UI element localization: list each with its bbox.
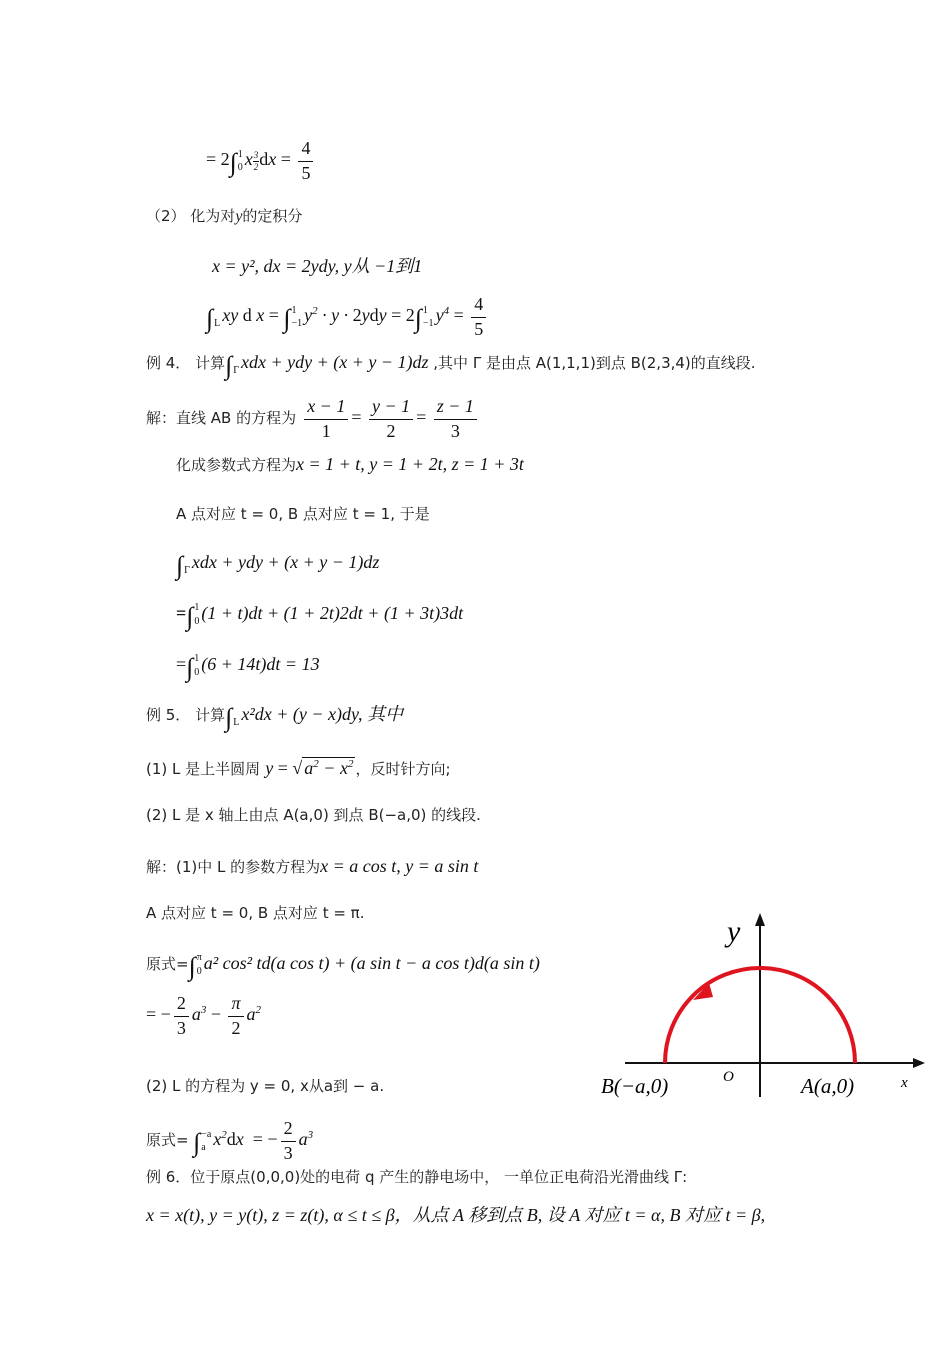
integral-expansion: =∫ 1 0 (1 + t)dt + (1 + 2t)2dt + (1 + 3t)3dt [176,602,464,631]
example-5-part-1: (1) L 是上半圆周 y = √ $a^2 - x^2$ ，反时针方向; [146,758,451,778]
point-correspondence: A 点对应 t = 0, B 点对应 t = 1, 于是 [176,505,430,523]
parametric-equation: 化成参数式方程为x = 1 + t, y = 1 + 2t, z = 1 + 3t [176,454,524,474]
x-axis-label: x [901,1075,908,1091]
origin-label: O [723,1069,734,1085]
integral-result-line: = 2∫ 1 0 x $\frac{3}{2}$ dx = $\frac{4}{5}$ [206,138,316,184]
integral-value: =∫ 1 0 (6 + 14t)dt = 13 [176,653,320,682]
y-axis-label: y [727,915,741,948]
example-6-line-2: x = x(t), y = y(t), z = z(t), α ≤ t ≤ β，从点 A 移到点 B, 设 A 对应 t = α, B 对应 t = β, [146,1205,766,1225]
part-2-equation: (2) L 的方程为 y = 0, x从a到 − a. [146,1077,385,1095]
integral-gamma: ∫ Γ xdx + ydy + (x + y − 1)dz [176,551,380,580]
y-axis-arrow [755,913,765,926]
point-b-label: B(−a,0) [601,1074,669,1098]
example-5-part-2: (2) L 是 x 轴上由点 A(a,0) 到点 B(−a,0) 的线段. [146,806,481,824]
substitution-line: x = y², dx = 2ydy, y从 −1到1 [212,256,423,276]
result-part-1: = − $\frac{2}{3}$ $a^3$ − $\frac{\pi}{2}$ $a^2$ [146,993,261,1038]
example-4: 例 4． 计算∫ Γ xdx + ydy + (x + y − 1)dz ,其中 Γ 是由点 A(1,1,1)到点 B(2,3,4)的直线段. [146,351,756,380]
point-a-label: A(a,0) [801,1074,855,1098]
section-heading-2: （2） 化为对y的定积分 [146,207,303,225]
solution-5-correspondence: A 点对应 t = 0, B 点对应 t = π. [146,904,365,922]
semicircle-figure [595,905,935,1105]
line-integral-result: ∫ L xy d x = ∫ 1 −1 $y^2 \cdot y \cdot 2ydy = 2\int$ 1 −1 $y^4$ = $\frac{4}{5}$ [206,294,489,340]
line-ab-equation: 解：直线 AB 的方程为 $\frac{x - 1}{1}$ = $\frac{y - 1}{2}$ = $\frac{z - 1}{3}$ [146,396,480,442]
original-integral-2: 原式= ∫ −a a $x^2dx$ = − $\frac{2}{3}$ $a^3$ [146,1118,314,1163]
x-axis-arrow [913,1058,925,1068]
example-5: 例 5． 计算∫ L x²dx + (y − x)dy, 其中 [146,703,403,732]
original-integral-1: 原式=∫ π 0 a² cos² td(a cos t) + (a sin t − a cos t)d(a sin t) [146,952,540,981]
solution-5-parametric: 解：(1)中 L 的参数方程为x = a cos t, y = a sin t [146,856,479,876]
example-6-line-1: 例 6．位于原点(0,0,0)处的电荷 q 产生的静电场中， 一单位正电荷沿光滑曲线 Γ: [146,1168,688,1186]
